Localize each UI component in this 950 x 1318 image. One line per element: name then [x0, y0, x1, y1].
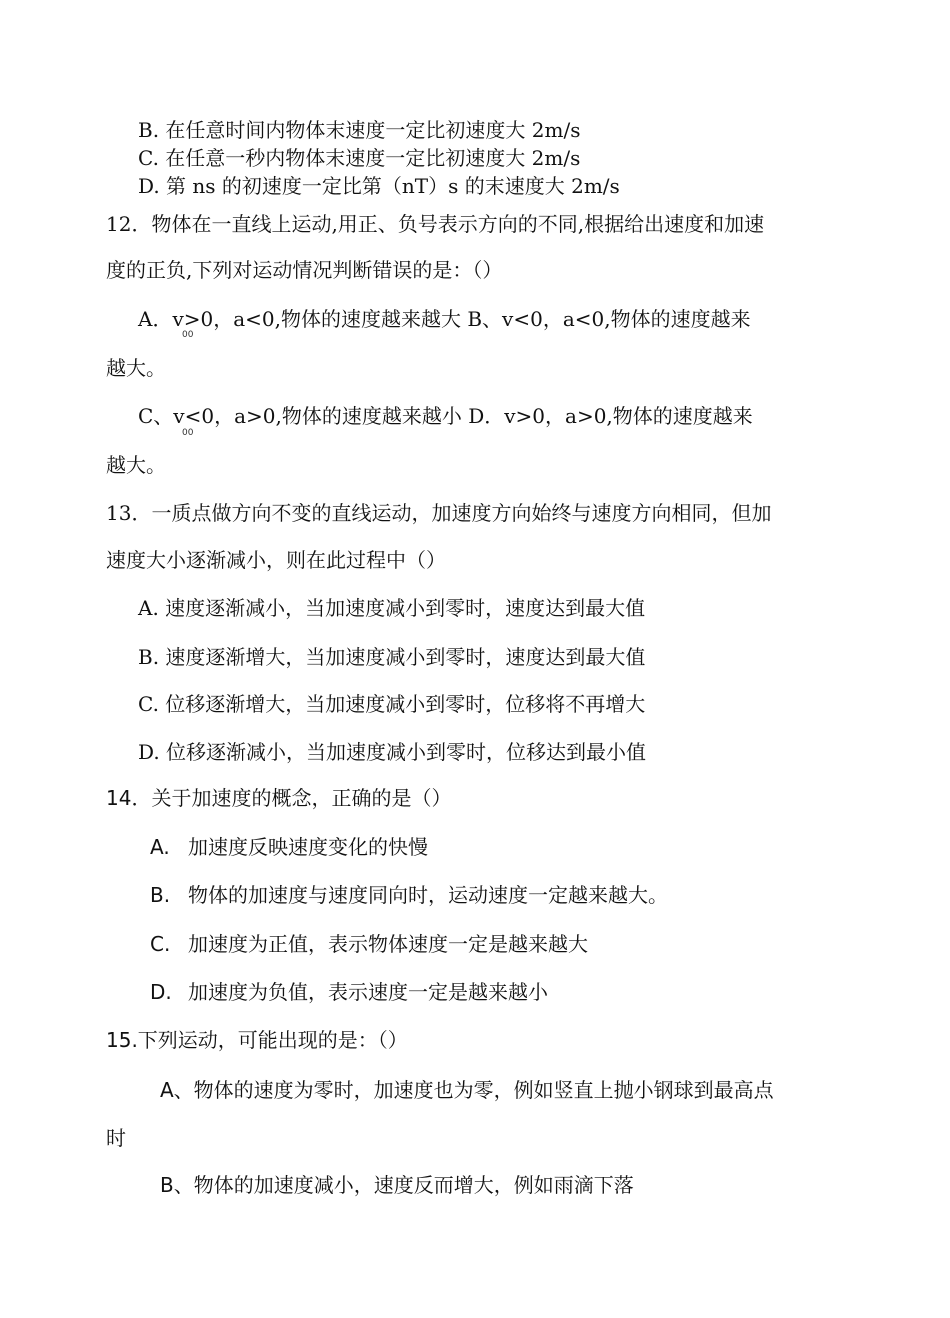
q12-stem-line1: 12．物体在一直线上运动,用正、负号表示方向的不同,根据给出速度和加速 [106, 212, 765, 236]
q14-option-c [150, 932, 588, 956]
q15-option-a-continued: 时 [106, 1126, 126, 1150]
q14-option-b [150, 883, 668, 907]
q14-option-a [150, 835, 428, 859]
q14-option-a-text: 加速度反映速度变化的快慢 [188, 835, 428, 859]
q15-option-a: A、物体的速度为零时，加速度也为零，例如竖直上抛小钢球到最高点 [160, 1078, 774, 1102]
q14-option-c-text: 加速度为正值，表示物体速度一定是越来越大 [188, 932, 588, 956]
q14-stem [106, 786, 451, 810]
q15-option-b: B、物体的加速度减小，速度反而增大，例如雨滴下落 [160, 1173, 634, 1197]
q13-stem-line2: 速度大小逐渐减小，则在此过程中（） [106, 548, 446, 572]
q13-option-c: C. 位移逐渐增大，当加速度减小到零时，位移将不再增大 [138, 692, 646, 716]
q13-option-a: A. 速度逐渐减小，当加速度减小到零时，速度达到最大值 [138, 596, 646, 620]
q14-option-b-text: 物体的加速度与速度同向时，运动速度一定越来越大。 [188, 883, 668, 907]
q12-subscript-2: 00 [182, 428, 194, 438]
q14-option-d-text: 加速度为负值，表示速度一定是越来越小 [188, 980, 548, 1004]
q13-stem-line1: 13．一质点做方向不变的直线运动，加速度方向始终与速度方向相同，但加 [106, 501, 772, 525]
q14-option-d [150, 980, 548, 1004]
q14-option-a-label: A. [150, 835, 170, 859]
q14-option-d-label: D. [150, 980, 172, 1004]
q12-subscript-1: 00 [182, 330, 194, 340]
q12-options-cd: C、v<0，a>0,物体的速度越来越小 D．v>0，a>0,物体的速度越来 [138, 404, 753, 428]
q12-stem-line2: 度的正负,下列对运动情况判断错误的是：（） [106, 258, 503, 282]
q12-options-cd-continued: 越大。 [106, 453, 166, 477]
q13-option-d: D. 位移逐渐减小，当加速度减小到零时，位移达到最小值 [138, 740, 647, 764]
q14-option-b-label: B. [150, 883, 171, 907]
q11-option-c: C. 在任意一秒内物体末速度一定比初速度大 2m/s [138, 146, 581, 170]
q14-option-c-label: C. [150, 932, 171, 956]
q11-option-b: B. 在任意时间内物体末速度一定比初速度大 2m/s [138, 118, 581, 142]
q14-stem-text: 14．关于加速度的概念，正确的是（） [106, 786, 452, 810]
q15-stem: 15.下列运动，可能出现的是：（） [106, 1028, 408, 1052]
q12-options-ab: A．v>0，a<0,物体的速度越来越大 B、v<0，a<0,物体的速度越来 [138, 307, 751, 331]
q12-options-ab-continued: 越大。 [106, 356, 166, 380]
q11-option-d: D. 第 ns 的初速度一定比第（nT）s 的末速度大 2m/s [138, 174, 620, 198]
q13-option-b: B. 速度逐渐增大，当加速度减小到零时，速度达到最大值 [138, 645, 646, 669]
